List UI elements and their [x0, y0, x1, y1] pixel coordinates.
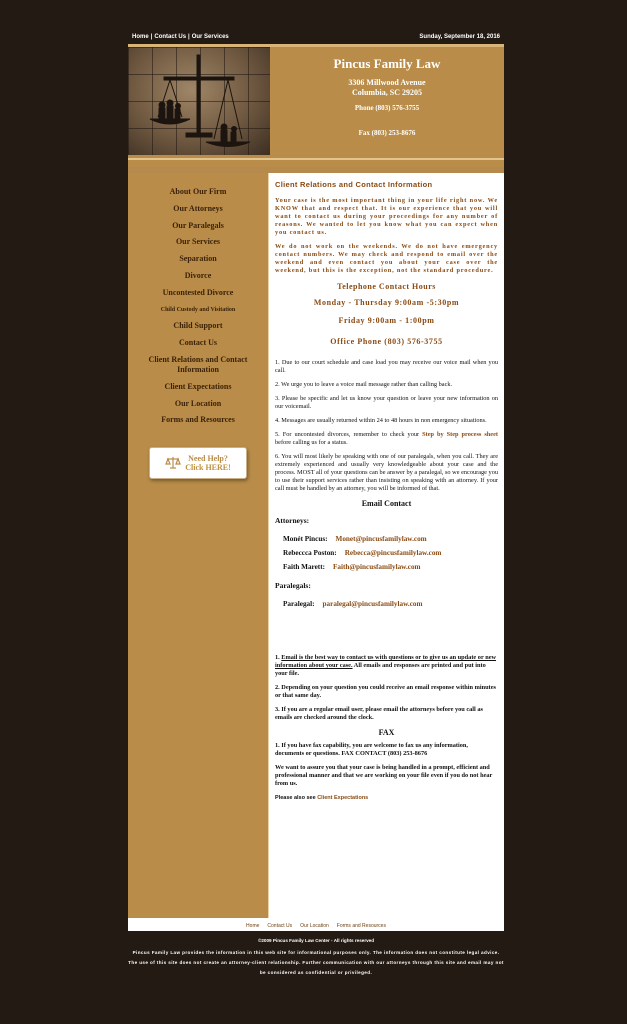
footer-nav-contact[interactable]: Contact Us — [267, 922, 293, 929]
fax-note-1: 1. If you have fax capability, you are welcome to fax us any information, documents or questions. FAX CONTACT (803) 253-8676 — [275, 742, 468, 757]
separator: | — [188, 34, 190, 40]
attorney-name: Monét Pincus: — [283, 535, 328, 543]
top-nav-contact[interactable]: Contact Us — [154, 34, 187, 40]
sidebar-item-forms[interactable]: Forms and Resources — [161, 415, 235, 425]
sidebar-item-expectations[interactable]: Client Expectations — [164, 381, 232, 391]
intro-paragraph-2: We do not work on the weekends. We do not have emergency contact numbers. We may check and respond to email over the weekend and even contact you about your case over the weekend, but this is the exception, not the standard procedure. — [275, 243, 498, 274]
note-5-text: 5. For uncontested divorces, remember to check your — [275, 431, 423, 438]
paralegals-label: Paralegals: — [275, 581, 311, 590]
attorney-name: Rebeccca Poston: — [283, 549, 337, 557]
sidebar-item-attorneys[interactable]: Our Attorneys — [173, 203, 223, 213]
note-5-text-end: before calling us for a status. — [275, 439, 348, 446]
content-area — [128, 173, 504, 920]
paralegal-email-link[interactable]: paralegal@pincusfamilylaw.com — [322, 600, 423, 608]
separator: | — [150, 34, 153, 40]
page-container — [128, 30, 504, 943]
also-see — [275, 794, 498, 802]
attorney-email-link[interactable]: Rebecca@pincusfamilylaw.com — [344, 549, 442, 557]
address-line-1: 3306 Millwood Avenue — [348, 78, 426, 87]
firm-name: Pincus Family Law — [333, 56, 441, 71]
top-bar — [128, 30, 504, 44]
sidebar-item-paralegals[interactable]: Our Paralegals — [172, 220, 224, 230]
note-1: 1. Due to our court schedule and case load you may receive our voice mail when you call. — [275, 359, 498, 374]
sidebar-item-uncontested[interactable]: Uncontested Divorce — [162, 287, 234, 297]
header-phone: Phone (803) 576-3755 — [354, 104, 420, 112]
page-title: Client Relations and Contact Information — [275, 180, 433, 189]
email-note-3: 3. If you are a regular email user, please email the attorneys before you call as emails are checked around the clock. — [275, 706, 483, 721]
note-3: 3. Please be specific and let us know your question or leave your new information on our voicemail. — [275, 395, 498, 410]
email-note-1-underlined: Email is the best way to contact us with questions or to give us an update or new information about your case. — [275, 654, 497, 669]
sidebar-item-about[interactable]: About Our Firm — [169, 187, 227, 196]
header-divider — [128, 158, 504, 160]
sidebar-item-custody[interactable]: Child Custody and Visitation — [160, 306, 236, 313]
attorney-row — [283, 563, 498, 571]
need-help-button[interactable] — [149, 447, 247, 479]
sidebar-item-location[interactable]: Our Location — [174, 398, 222, 408]
sidebar — [128, 173, 269, 918]
fax-title: FAX — [378, 728, 395, 737]
sidebar-item-separation[interactable]: Separation — [179, 254, 217, 264]
email-note-1-rest: All emails and responses are printed and put into your file. — [275, 662, 486, 677]
hours-title: Telephone Contact Hours — [337, 282, 436, 291]
address-line-2: Columbia, SC 29205 — [351, 88, 422, 97]
footer-nav — [128, 920, 504, 931]
note-2: 2. We urge you to leave a voice mail message rather than calling back. — [275, 381, 453, 388]
hours-weekday: Monday - Thursday 9:00am -5:30pm — [313, 298, 460, 307]
top-nav-services[interactable]: Our Services — [191, 34, 229, 40]
footer-nav-forms[interactable]: Forms and Resources — [336, 922, 386, 929]
note-4: 4. Messages are usually returned within 24 to 48 hours in non emergency situations. — [275, 417, 487, 424]
current-date: Sunday, September 18, 2016 — [419, 34, 500, 40]
sidebar-item-support[interactable]: Child Support — [173, 321, 223, 331]
attorney-email-link[interactable]: Faith@pincusfamilylaw.com — [332, 563, 421, 571]
hours-friday: Friday 9:00am - 1:00pm — [338, 316, 435, 325]
top-nav-home[interactable]: Home — [132, 34, 149, 40]
client-expectations-link[interactable]: Client Expectations — [317, 795, 369, 801]
sidebar-item-services[interactable]: Our Services — [175, 237, 221, 247]
help-line-1: Need Help? — [188, 454, 228, 464]
attorney-email-link[interactable]: Monet@pincusfamilylaw.com — [335, 535, 427, 543]
attorney-row — [283, 535, 498, 543]
sidebar-item-contact[interactable]: Contact Us — [179, 338, 217, 348]
office-phone: Office Phone (803) 576-3755 — [330, 337, 443, 346]
sidebar-item-client-relations[interactable]: Client Relations and Contact Information — [148, 354, 248, 374]
header-info — [270, 47, 504, 137]
scales-icon — [128, 47, 270, 155]
email-title: Email Contact — [361, 499, 412, 508]
sidebar-item-divorce[interactable]: Divorce — [184, 270, 212, 280]
footer-nav-home[interactable]: Home — [246, 922, 260, 929]
header-fax: Fax (803) 253-8676 — [358, 129, 416, 137]
step-by-step-link[interactable]: Step by Step process sheet — [422, 431, 498, 438]
scales-of-justice-image — [128, 47, 270, 155]
email-note-2: 2. Depending on your question you could receive an email response within minutes or that same day. — [275, 684, 496, 699]
note-5 — [275, 431, 498, 447]
help-line-2: Click HERE! — [185, 463, 231, 473]
site-header — [128, 44, 504, 173]
also-see-text: Please also see — [275, 795, 318, 801]
email-note-1: 1. Email is the best way to contact us with questions or to give us an update or new information about your case. All emails and responses are printed and put into your file. — [275, 654, 497, 677]
footer-nav-location[interactable]: Our Location — [300, 922, 329, 929]
scales-icon — [165, 456, 181, 470]
main-content — [269, 173, 504, 918]
paralegal-name: Paralegal: — [283, 600, 315, 608]
copyright: ©2009 Pincus Family Law Center - All rights reserved — [257, 938, 375, 943]
attorney-row — [283, 549, 498, 557]
paralegal-row — [283, 600, 498, 608]
disclaimer: Pincus Family Law provides the information in this web site for informational purposes only. The information does not constitute legal advice. The use of this site does not create an attorney-client relationship. Further communication with our attorneys through this site and email may not be considered as confidential or privileged. — [128, 950, 504, 975]
attorneys-label: Attorneys: — [275, 516, 310, 525]
help-text — [185, 454, 231, 472]
assurance-text: We want to assure you that your case is being handled in a prompt, efficient and professional manner and that we are working on your file even if you do not hear from us. — [275, 764, 493, 787]
note-6: 6. You will most likely be speaking with one of our paralegals, when you call. They are extremely experienced and usually very knowledgeable about your case and the process. MOST all of your questions can be answer by a paralegal, so we encourage you to use their support services rather than insisting on speaking with an attorney. If your call must be handled by an attorney, you will be informed of that. — [275, 453, 498, 492]
top-nav — [132, 34, 229, 40]
attorney-name: Faith Marett: — [283, 563, 325, 571]
intro-paragraph-1: Your case is the most important thing in your life right now. We KNOW that and respect that. It is our experience that you will want to contact us during your proceedings for any number of reasons. We wanted to let you know what you can expect when you contact us. — [275, 197, 498, 236]
